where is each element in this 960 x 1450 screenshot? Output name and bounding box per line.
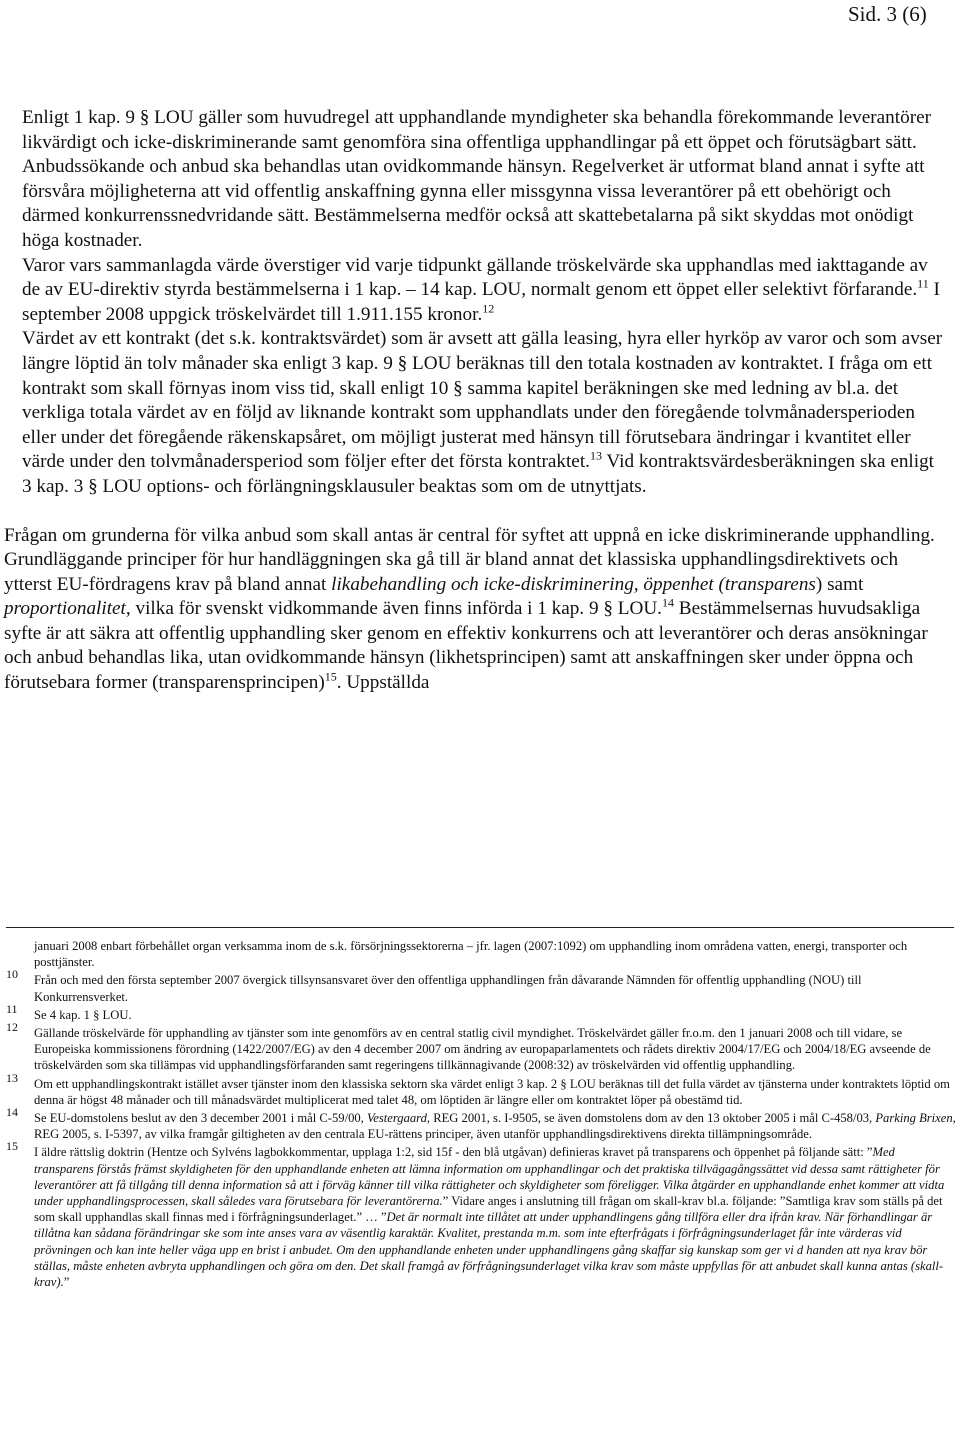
- paragraph-text: . Uppställda: [336, 672, 430, 694]
- paragraph-contract-value: [4, 327, 946, 499]
- footnote-text: ” Vidare anges i anslutning till frågan om skall-krav bl.a. följande: ”Samtliga krav som ställs på det som skall upphandlas skall finnas med i förfrågningsunderlaget.” … ”: [34, 1194, 943, 1225]
- footnote-ref[interactable]: 14: [661, 595, 674, 610]
- footnote-number: 14: [6, 1105, 18, 1120]
- footnote-divider: [6, 927, 954, 928]
- footnote-number: 12: [6, 1020, 18, 1035]
- paragraph-text: Värdet av ett kontrakt (det s.k. kontraktsvärdet) som är avsett att gälla leasing, hyra eller hyrköp av varor och som avser längre löptid än tolv månader ska enligt 3 kap. 9 § LOU beräknas till den totala kostnaden av kontraktet. I fråga om ett kontrakt som skall förnyas inom viss tid, skall enligt 10 § samma kapitel beräkningen ske med ledning av bl.a. det verkliga totala värdet av en följd av liknande kontrakt som upphandlats under den föregående tolvmånadersperioden eller under det föregående räkenskapsåret, om möjligt justerat med hänsyn till förutsebara ändringar i kvantitet eller värde under den tolvmånadersperiod som följer efter det första kontraktet.: [22, 328, 943, 473]
- footnote-ref[interactable]: 15: [324, 669, 337, 684]
- paragraph-text: ) samt: [815, 573, 864, 595]
- footnote-text: Från och med den första september 2007 övergick tillsynsansvaret över den offentliga upphandlingen från dåvarande Nämnden för offentlig upphandling (NOU) till Konkurrensverket.: [34, 973, 862, 1004]
- paragraph-text: Vid kontraktsvärdesberäkningen ska enligt 3 kap. 3 § LOU options- och förlängningsklausuler beaktas som om de utnyttjats.: [22, 451, 935, 497]
- footnote-text: Gällande tröskelvärde för upphandling av tjänster som inte genomförs av en central statlig civil myndighet. Tröskelvärdet gäller fr.o.m. den 1 januari 2008 och till vidare, se Europeiska kommissionens förordning (1422/2007/EG) av den 4 december 2007 om ändring av europaparlamentets och rådets direktiv 2004/17/EG och 2004/18/EG avseende de tröskelvärden som ska tillämpas vid upphandlingsförfaranden samt regeringens tillkännagivande (2008:32) av tröskelvärden vid offentlig upphandling.: [34, 1026, 931, 1073]
- footnote-text: , REG 2001, s. I-9505, se även domstolens dom av den 13 oktober 2005 i mål C-458/03,: [426, 1111, 876, 1126]
- footnote-text: ”: [63, 1275, 70, 1290]
- footnote-text: Se 4 kap. 1 § LOU.: [34, 1007, 132, 1022]
- footnote-number: 11: [6, 1001, 18, 1016]
- footnote-15: [6, 1139, 956, 1290]
- paragraph-text: , vilka för svenskt vidkommande även finns införda i 1 kap. 9 § LOU.: [125, 598, 662, 620]
- paragraph-gap: [4, 500, 946, 524]
- footnotes: [6, 938, 956, 1292]
- footnote-ref[interactable]: 11: [917, 276, 929, 291]
- footnote-13: [6, 1070, 956, 1108]
- paragraph-principles: [4, 524, 946, 696]
- footnote-text: I äldre rättslig doktrin (Hentze och Sylvéns lagbokkommentar, upplaga 1:2, sid 15f - den blå utgåvan) definieras kravet på transparens och öppenhet på följande sätt: ”: [34, 1145, 873, 1160]
- footnote-12: [6, 1020, 956, 1074]
- quote-text: Det är normalt inte tillåtet att under upphandlingens gång tillföra eller dra ifrån krav. När förhandlingar är tillåtna kan sådana förändringar ske som inte anses vara av väsentlig karaktär. Kvalitet, prestanda m.m. som inte efterfrågats i förfrågningsunderlaget får inte värderas vid prövningen och kan inte heller väga upp en brist i anbudet. Om den upphandlande enheten under upphandlingens gång skaffar sig kunskap som ger vi d handen att nya krav bör ställas, måste enheten avbryta upphandlingen och göra om den. Det skall framgå av förfrågningsunderlaget vilka krav som måste uppfyllas för att anbudet skall kunna antas (skall-krav).: [34, 1210, 944, 1290]
- case-name: Parking Brixen,: [875, 1111, 956, 1126]
- footnote-number: 15: [6, 1139, 18, 1154]
- quote-text: Med transparens förstås främst skyldigheten för den upphandlande enheten att lämna information om upphandlingar och det praktiska tillvägagångssättet vid dessa samt rättigheter för leverantörer att få tillgång till denna information så att i förväg känner till vilka rättigheter och skyldigheter som föreligger. Vilka åtgärder en upphandlande enhet kommer att vidta under upphandlingsprocessen, skall således vara förutsebara för leverantörerna.: [34, 1145, 945, 1209]
- paragraph-text: Frågan om grunderna för vilka anbud som skall antas är central för syftet att uppnå en icke diskriminerande upphandling. Grundläggande principer för hur handläggningen ska gå till är bland annat det klassiska upphandlingsdirektivets och ytterst EU-fördragens krav på bland annat: [4, 524, 935, 595]
- footnote-text: Om ett upphandlingskontrakt istället avser tjänster inom den klassiska sektorn ska värdet enligt 3 kap. 2 § LOU beräknas till det fulla värdet av tjänsterna under kontraktets löptid om denna är högst 48 månader och till månadsvärdet multiplicerat med talet 48, om löptiden är längre eller om kontraktet löper på obestämd tid.: [34, 1076, 950, 1107]
- emphasis-text: likabehandling och icke-diskriminering, öppenhet (transparens: [331, 573, 816, 595]
- paragraph-text: Varor vars sammanlagda värde överstiger vid varje tidpunkt gällande tröskelvärde ska upphandlas med iakttagande av de av EU-direktiv styrda bestämmelserna i 1 kap. – 14 kap. LOU, normalt genom ett öppet eller selektivt förfarande.: [22, 254, 928, 301]
- paragraph-legal-principles: Enligt 1 kap. 9 § LOU gäller som huvudregel att upphandlande myndigheter ska behandla förekommande leverantörer likvärdigt och icke-diskriminerande samt genomföra sina offentliga upphandlingar på ett öppet och förutsägbart sätt. Anbudssökande och anbud ska behandlas utan ovidkommande hänsyn. Regelverket är utformat bland annat i syfte att försvåra möjligheterna att vid offentlig anskaffning gynna eller missgynna vissa leverantörer på ett obehörigt och därmed konkurrenssnedvridande sätt. Bestämmelserna medför också att skattebetalarna på sikt skyddas mot onödigt höga kostnader.: [22, 107, 931, 251]
- footnote-text: REG 2005, s. I-5397, av vilka framgår giltigheten av den centrala EU-rättens principer, även utanför upphandlingsdirektivens direkta tillämpningsområde.: [34, 1127, 812, 1142]
- paragraph-text: I september 2008 uppgick tröskelvärdet till 1.911.155 kronor.: [22, 279, 940, 325]
- page-number: Sid. 3 (6): [848, 2, 927, 26]
- footnote-11: [6, 1001, 956, 1023]
- case-name: Vestergaard: [366, 1111, 427, 1126]
- footnote-ref[interactable]: 13: [589, 448, 602, 463]
- body-text: [4, 106, 946, 696]
- footnote-10: [6, 967, 956, 1004]
- paragraph-text: Bestämmelsernas huvudsakliga syfte är att säkra att offentlig upphandling sker genom en effektiv konkurrens och att leverantörer och deras ansökningar och anbud behandlas lika, utan ovidkommande hänsyn (likhetsprincipen) samt att anskaffningen sker under öppna och förutsebara former (transparensprincipen): [4, 598, 928, 694]
- footnote-number: 10: [6, 967, 18, 982]
- paragraph-threshold: [4, 254, 946, 328]
- footnote-number: 13: [6, 1070, 18, 1085]
- footnote-continuation: januari 2008 enbart förbehållet organ verksamma inom de s.k. försörjningssektorerna – jfr. lagen (2007:1092) om upphandling inom områdena vatten, energi, transporter och posttjänster.: [34, 939, 908, 970]
- emphasis-text: proportionalitet: [4, 598, 126, 620]
- footnote-text: Se EU-domstolens beslut av den 3 december 2001 i mål C-59/00,: [34, 1111, 367, 1126]
- footnote-ref[interactable]: 12: [482, 301, 495, 316]
- footnote-14: [6, 1105, 956, 1142]
